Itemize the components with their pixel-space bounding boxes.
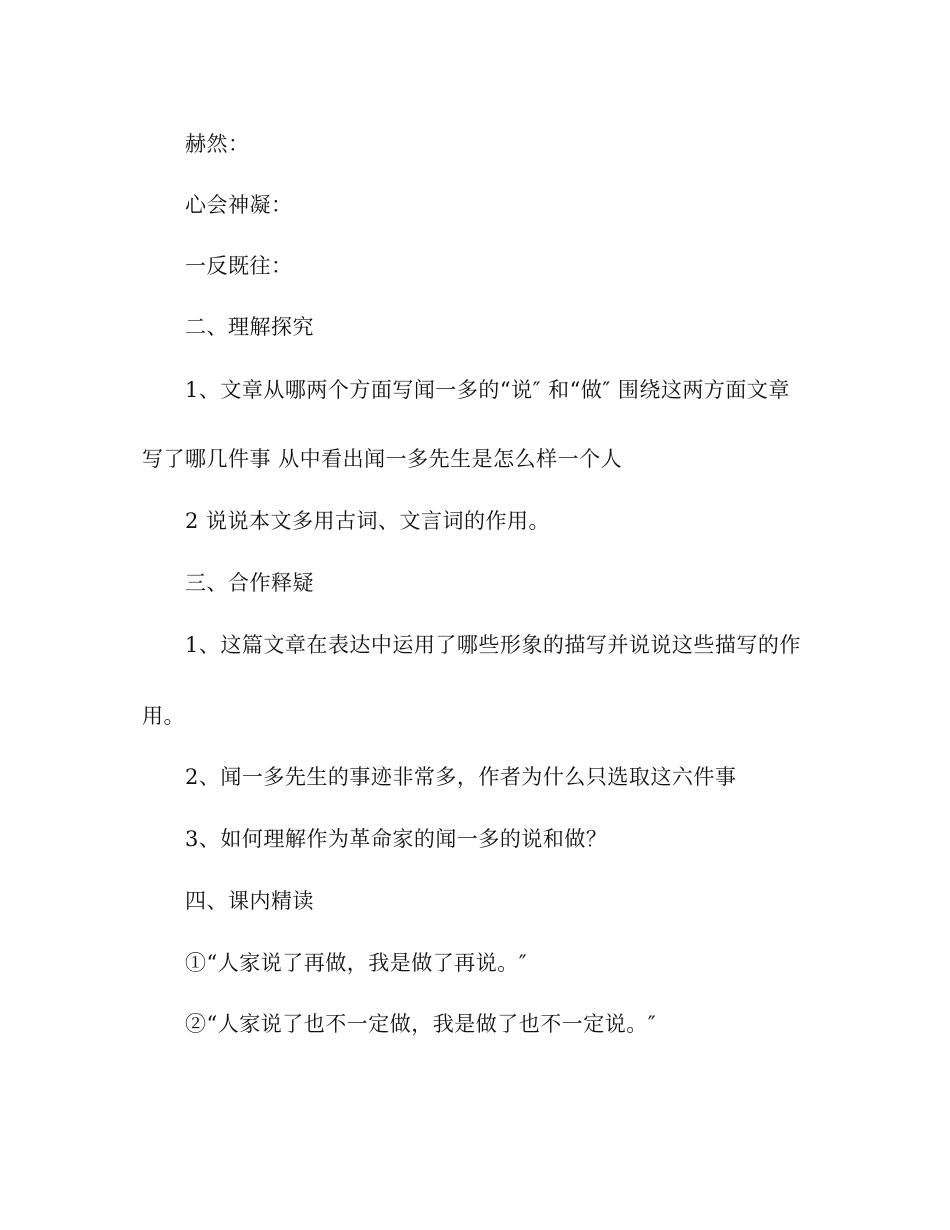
quote-2: ②“人家说了也不一定做，我是做了也不一定说。″ (185, 1012, 657, 1036)
cooperation-question-3: 3、如何理解作为革命家的闻一多的说和做？ (185, 827, 608, 851)
vocab-item-heran: 赫然： (185, 132, 250, 156)
cooperation-question-1-line-1: 1、这篇文章在表达中运用了哪些形象的描写并说说这些描写的作 (185, 633, 801, 657)
section-heading-understanding: 二、理解探究 (185, 315, 314, 339)
vocab-item-yifanjiwang: 一反既往： (185, 254, 293, 278)
cooperation-question-1-line-2: 用。 (142, 704, 185, 728)
question-1-line-2: 写了哪几件事 从中看出闻一多先生是怎么样一个人 (142, 447, 623, 471)
question-1-line-1: 1、文章从哪两个方面写闻一多的“说″ 和“做″ 围绕这两方面文章 (185, 378, 790, 402)
question-2: 2 说说本文多用古词、文言词的作用。 (185, 509, 551, 533)
section-heading-close-reading: 四、课内精读 (185, 889, 314, 913)
section-heading-cooperation: 三、合作释疑 (185, 571, 314, 595)
vocab-item-xinhuishenning: 心会神凝： (185, 193, 293, 217)
cooperation-question-2: 2、闻一多先生的事迹非常多，作者为什么只选取这六件事 (185, 765, 737, 789)
quote-1: ①“人家说了再做，我是做了再说。″ (185, 951, 528, 975)
